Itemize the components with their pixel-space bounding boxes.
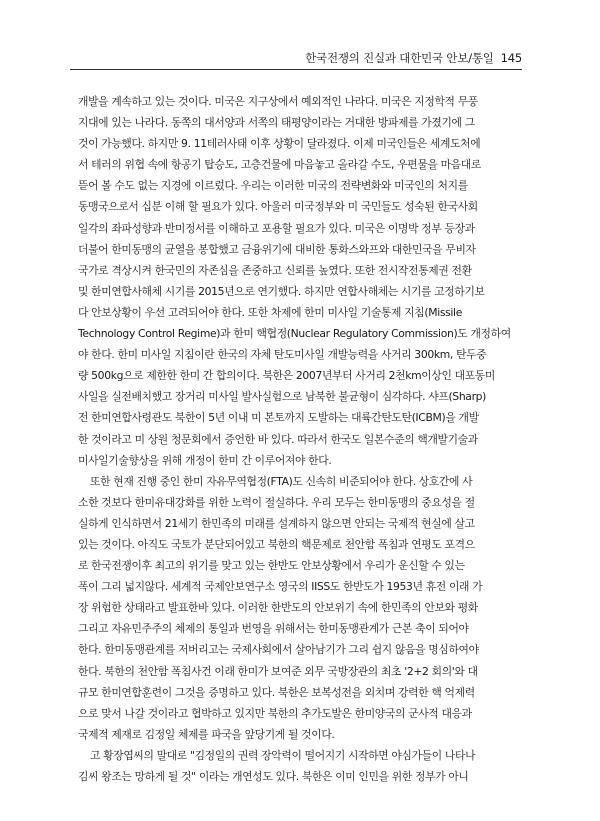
- text-line: 일각의 좌파성향과 반미정서를 이해하고 포용할 필요가 있다. 미국은 이명박 정부 등장과: [78, 221, 475, 235]
- text-line: 량 500kg으로 제한한 한미 간 합의이다. 북한은 2007년부터 사거리 2천km이상인 대포동미: [78, 369, 495, 383]
- text-line: 동맹국으로서 십분 이해 할 필요가 있다. 아울러 미국정부와 미 국민들도 성숙된 한국사회: [78, 200, 478, 214]
- text-line: 그리고 자유민주주의 체제의 통일과 번영을 위해서는 한미동맹관계가 근본 축이 되어야: [78, 622, 469, 636]
- text-line: 김씨 왕조는 망하게 될 것" 이라는 개연성도 있다. 북한은 이미 인민을 위한 정부가 아니: [78, 770, 469, 783]
- text-line: 미사일기술향상을 위해 개정이 한미 간 이루어져야 한다.: [78, 453, 332, 467]
- paragraph: [78, 91, 522, 471]
- text-line: 또한 현재 진행 중인 한미 자유무역협정(FTA)도 신속히 비준되어야 한다. 상호간에 사: [90, 474, 473, 488]
- text-line: 전 한미연합사령관도 북한이 5년 이내 미 본토까지 도발하는 대륙간탄도탄(ICBM)을 개발: [78, 411, 479, 425]
- text-line: 다 안보상황이 우선 고려되어야 한다. 또한 차제에 한미 미사일 기술통제 지침(Missile: [78, 305, 462, 319]
- text-line: 서 테러의 위협 속에 항공기 탑승도, 고층건물에 마음놓고 올라갈 수도, 우편물을 마음대로: [78, 158, 481, 172]
- text-line: 국가로 격상시켜 한국민의 자존심을 존중하고 신뢰를 높였다. 또한 전시작전통제권 전환: [78, 263, 472, 277]
- text-line: 더불어 한미동맹의 균열을 봉합했고 금융위기에 대비한 통화스와프와 대한민국을 무비자: [78, 242, 476, 256]
- text-line: 사일을 실전배치했고 장거리 미사일 발사실험으로 남북한 불균형이 심각하다. 샤프(Sharp): [78, 390, 487, 404]
- page-number: 145: [500, 51, 522, 65]
- text-line: 소한 것보다 한미유대강화를 위한 노력이 절실하다. 우리 모두는 한미동맹의 중요성을 절: [78, 495, 475, 509]
- body-text: [78, 91, 522, 787]
- text-line: 장 위험한 상태라고 발표한바 있다. 이러한 한반도의 안보위기 속에 한민족의 안보와 평화: [78, 601, 478, 615]
- text-line: 폭이 그리 넓지않다. 세계적 국제안보연구소 영국의 IISS도 한반도가 1953년 휴전 이래 가: [78, 580, 483, 594]
- header-rule: [70, 69, 522, 70]
- text-line: 한다. 북한의 천안함 폭침사건 이래 한미가 보여준 외무 국방장관의 최초 '2+2 회의'와 대: [78, 664, 478, 678]
- text-line: 야 한다. 한미 미사일 지침이란 한국의 자체 탄도미사일 개발능력을 사거리 300km, 탄두중: [78, 348, 487, 362]
- text-line: 것이 가능했다. 하지만 9. 11테러사태 이후 상황이 달라졌다. 이제 미국인들은 세계도처에: [78, 137, 481, 151]
- paragraph: [78, 745, 522, 787]
- text-line: 뜯어 볼 수도 없는 지경에 이르렀다. 우리는 이러한 미국의 전략변화와 미국인의 처지를: [78, 179, 468, 193]
- text-line: 있는 것이다. 아직도 국토가 분단되어있고 북한의 핵문제로 천안함 폭침과 연평도 포격으: [78, 537, 475, 551]
- running-title: 한국전쟁의 진실과 대한민국 안보/통일: [305, 51, 494, 65]
- text-line: 및 한미연합사해체 시기를 2015년으로 연기했다. 하지만 연합사해체는 시기를 고정하기보: [78, 284, 485, 298]
- text-line: 한 것이라고 미 상원 청문회에서 증언한 바 있다. 따라서 한국도 일본수준의 핵개발기술과: [78, 432, 478, 446]
- text-line: 한다. 한미동맹관계를 저버리고는 국제사회에서 살아남기가 그리 쉽지 않음을 명심하여야: [78, 643, 479, 657]
- text-line: 로 한국전쟁이후 최고의 위기를 맞고 있는 한반도 안보상황에서 우리가 운신할 수 있는: [78, 559, 465, 573]
- text-line: 고 황장엽씨의 말대로 "김정일의 권력 장악력이 떨어지기 시작하면 야심가들이 나타나: [90, 748, 476, 762]
- text-line: 규모 한미연합훈련이 그것을 증명하고 있다. 북한은 보복성전을 외치며 강력한 핵 억제력: [78, 685, 475, 699]
- text-line: 으로 맞서 나갈 것이라고 협박하고 있지만 북한의 추가도발은 한미양국의 군사적 대응과: [78, 706, 472, 720]
- text-line: 지대에 있는 나라다. 동쪽의 대서양과 서쪽의 태평양이라는 거대한 방파제를 가졌기에 그: [78, 116, 475, 130]
- text-line: 실하게 인식하면서 21세기 한민족의 미래를 설계하지 않으면 안되는 국제적 현실에 살고: [78, 516, 475, 530]
- text-line: Technology Control Regime)과 한미 핵협정(Nuclear Regulatory Commission)도 개정하여: [78, 327, 511, 341]
- paragraph: [78, 471, 522, 745]
- text-line: 개발을 계속하고 있는 것이다. 미국은 지구상에서 예외적인 나라다. 미국은 지정학적 무풍: [78, 95, 478, 108]
- running-header: [70, 50, 522, 66]
- text-line: 국제적 제재로 김정일 체제를 파국을 앞당기게 될 것이다.: [78, 727, 335, 741]
